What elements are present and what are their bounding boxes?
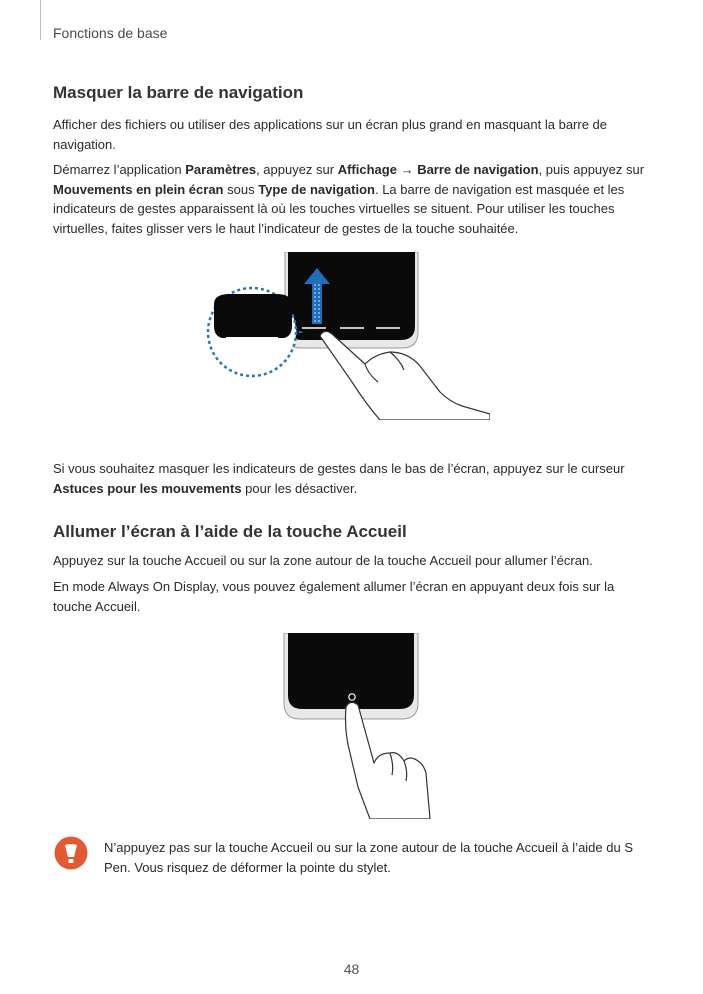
paragraph-home-button-2: En mode Always On Display, vous pouvez également allumer l’écran en appuyant deux fois sur la touche Accueil. (53, 579, 615, 614)
page-number: 48 (343, 961, 360, 977)
pointing-hand-icon (346, 702, 431, 819)
warning-icon (53, 835, 89, 871)
zoom-bubble (208, 288, 296, 376)
header-rule (40, 0, 41, 40)
section-header: Fonctions de base (53, 25, 168, 41)
menu-term-navigation-type: Type de navigation (258, 181, 375, 197)
menu-term-navigation-bar: Barre de navigation (417, 162, 539, 177)
section-title-hide-navbar: Masquer la barre de navigation (53, 83, 304, 102)
section-title-home-button: Allumer l’écran à l’aide de la touche Accueil (53, 522, 407, 541)
paragraph-hide-navbar-intro: Afficher des fichiers ou utiliser des applications sur un écran plus grand en masquant la barre de navigation. (53, 117, 608, 152)
menu-term-display: Affichage (337, 162, 397, 177)
home-button-press-illustration (280, 633, 440, 819)
menu-term-settings: Paramètres (185, 162, 257, 177)
paragraph-home-button-1: Appuyez sur la touche Accueil ou sur la zone autour de la touche Accueil pour allumer l’écran. (53, 553, 593, 568)
gesture-swipe-illustration (200, 252, 490, 420)
menu-term-fullscreen-gestures: Mouvements en plein écran (53, 181, 224, 197)
menu-term-gesture-hints: Astuces pour les mouvements (53, 480, 242, 496)
paragraph-hide-navbar-steps: Démarrez l’application Paramètres, appuyez sur Affichage → Barre de navigation, puis appuyez sur Mouvements en plein écran sous Type de navigation. La barre de navigation est masquée et les indicateurs de gestes apparaissent là où les touches virtuelles se situent. Pour utiliser les touches virtuelles, faites glisser vers le haut l’indicateur de gestes de la touche souhaitée. (53, 162, 645, 236)
paragraph-hide-indicators: Si vous souhaitez masquer les indicateurs de gestes dans le bas de l’écran, appuyez sur le curseur Astuces pour les mouvements pour les désactiver. (53, 461, 625, 496)
caution-note: N’appuyez pas sur la touche Accueil ou sur la zone autour de la touche Accueil à l’aide du S Pen. Vous risquez de déformer la pointe du stylet. (104, 840, 634, 875)
